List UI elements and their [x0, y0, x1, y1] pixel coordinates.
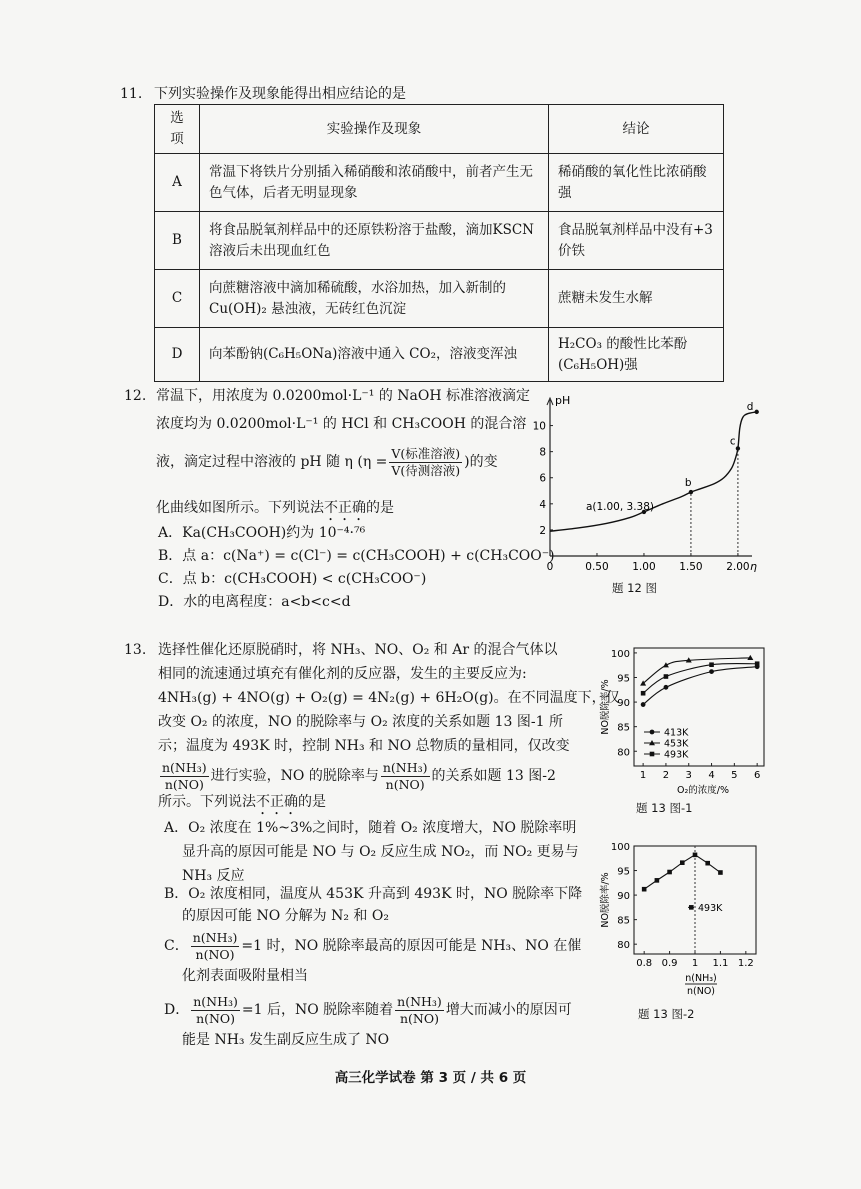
y-tick-label: 10	[532, 420, 546, 433]
q13-line7-post: 的是	[298, 794, 326, 810]
point-label: b	[684, 477, 692, 490]
marker-square	[642, 887, 647, 892]
x-axis-label-denominator: n(NO)	[686, 986, 716, 997]
ratio-denominator: n(NO)	[164, 776, 204, 792]
option-d-prefix: D．	[164, 1002, 190, 1018]
row-option: C	[155, 270, 200, 328]
marker-circle	[650, 730, 655, 735]
marker-circle	[709, 669, 714, 674]
ratio-fraction	[381, 760, 430, 793]
ratio-numerator: n(NH₃)	[193, 993, 238, 1009]
marker-square	[709, 662, 714, 667]
q12-line4	[156, 498, 394, 524]
marker-square	[650, 752, 655, 757]
legend-label: 493K	[698, 902, 723, 914]
q12-option-b: B．点 a：c(Na⁺) = c(Cl⁻) = c(CH₃COOH) + c(CH₃COO⁻)	[158, 548, 555, 564]
ratio-numerator: n(NH₃)	[397, 993, 442, 1009]
marker-square	[680, 860, 685, 865]
x-axis-label: η	[750, 560, 757, 573]
row-operation: 将食品脱氧剂样品中的还原铁粉溶于盐酸，滴加KSCN 溶液后未出现血红色	[200, 212, 549, 270]
marker-square	[641, 691, 646, 696]
q13-line5: 示；温度为 493K 时，控制 NH₃ 和 NO 总物质的量相同，仅改变	[158, 738, 570, 754]
marker-square	[718, 870, 723, 875]
marker-square	[705, 861, 710, 866]
q13-line4: 改变 O₂ 的浓度，NO 的脱除率与 O₂ 浓度的关系如题 13 图-1 所	[158, 714, 563, 730]
q12-line2: 浓度均为 0.0200mol·L⁻¹ 的 HCl 和 CH₃COOH 的混合溶	[156, 416, 527, 432]
y-axis-label: NO脱除率/%	[600, 679, 611, 735]
row-option: D	[155, 328, 200, 382]
table-row	[155, 270, 724, 328]
y-tick-label: 6	[539, 472, 546, 485]
q13-option-a-1: A．O₂ 浓度在 1%~3%之间时，随着 O₂ 浓度增大，NO 脱除率明	[164, 820, 577, 836]
x-axis-label-numerator: n(NH₃)	[685, 973, 717, 984]
ratio-numerator: n(NH₃)	[382, 759, 428, 775]
figure13-2-caption: 题 13 图-2	[638, 1007, 695, 1021]
table-header-option: 选项	[155, 105, 200, 154]
figure13-1-caption: 题 13 图-1	[636, 801, 693, 815]
q13-line6-post: 的关系如题 13 图-2	[431, 768, 556, 784]
marker-square	[664, 674, 669, 679]
q13-option-c-2: 化剂表面吸附量相当	[182, 968, 308, 984]
y-axis-label: NO脱除率/%	[600, 872, 611, 928]
nh3-ratio-chart	[596, 836, 772, 1008]
y-tick-label: 80	[617, 747, 630, 759]
ratio-numerator: n(NH₃)	[192, 929, 238, 945]
x-tick-label: 1.1	[712, 958, 729, 969]
marker-square	[655, 878, 660, 883]
x-tick-label: 0.8	[636, 958, 653, 969]
q12-line3-pre: 液，滴定过程中溶液的 pH 随 η (η =	[156, 454, 388, 470]
option-d-text: 增大而减小的原因可	[445, 1002, 572, 1018]
x-tick-label: 5	[731, 770, 738, 781]
x-tick-label: 1	[691, 958, 699, 969]
y-tick-label: 100	[610, 842, 630, 853]
row-operation: 向蔗糖溶液中滴加稀硫酸，水浴加热，加入新制的Cu(OH)₂ 悬浊液，无砖红色沉淀	[200, 270, 549, 328]
eta-fraction	[389, 446, 462, 479]
y-axis-label: pH	[555, 394, 571, 407]
q12-line4-pre: 化曲线如图所示。下列说法	[156, 500, 324, 516]
marker-square	[755, 661, 760, 666]
q12-line4-post: 的是	[366, 500, 394, 516]
ph-titration-chart	[520, 392, 760, 592]
legend-label: 493K	[664, 749, 689, 761]
y-tick-label: 2	[539, 524, 546, 537]
q13-line6-mid: 进行实验，NO 的脱除率与	[210, 768, 379, 784]
point-d	[754, 410, 758, 414]
page-footer: 高三化学试卷 第 3 页 / 共 6 页	[334, 1070, 527, 1086]
point-label: c	[729, 435, 736, 448]
q13-option-c-1	[164, 926, 581, 966]
ratio-fraction	[191, 994, 240, 1027]
ratio-fraction	[395, 994, 444, 1027]
point-b	[689, 490, 693, 494]
legend-marker	[689, 905, 694, 910]
q13-option-a-2: 显升高的原因可能是 NO 与 O₂ 反应生成 NO₂，而 NO₂ 更易与	[182, 844, 579, 860]
series-413K	[643, 667, 757, 705]
point-label: d	[746, 400, 754, 413]
q13-option-b-1: B．O₂ 浓度相同，温度从 453K 升高到 493K 时，NO 脱除率下降	[164, 886, 583, 902]
row-conclusion: H₂CO₃ 的酸性比苯酚(C₆H₅OH)强	[549, 328, 724, 382]
ratio-numerator: n(NH₃)	[162, 759, 207, 775]
q13-line7-pre: 所示。下列说法	[158, 794, 256, 810]
q11-number: 11.	[120, 86, 143, 102]
row-operation: 常温下将铁片分别插入稀硝酸和浓硝酸中，前者产生无色气体，后者无明显现象	[200, 154, 549, 212]
table-row	[155, 154, 724, 212]
q13-option-d-2: 能是 NH₃ 发生副反应生成了 NO	[182, 1032, 390, 1048]
x-tick-label: 0.9	[661, 958, 678, 969]
x-tick-label: 1.50	[679, 561, 703, 573]
marker-square	[667, 870, 672, 875]
q12-line1: 常温下，用浓度为 0.0200mol·L⁻¹ 的 NaOH 标准溶液滴定	[156, 388, 531, 404]
table-row	[155, 328, 724, 382]
y-tick-label: 95	[617, 866, 630, 878]
q13-line7	[158, 792, 326, 818]
q13-line3: 4NH₃(g) + 4NO(g) + O₂(g) = 4N₂(g) + 6H₂O(g)。在不同温度下，仅	[158, 690, 620, 706]
q13-option-b-2: 的原因可能 NO 分解为 N₂ 和 O₂	[182, 908, 389, 924]
x-tick-label: 3	[685, 770, 692, 781]
row-conclusion: 稀硝酸的氧化性比浓硝酸强	[549, 154, 724, 212]
q12-option-c: C．点 b：c(CH₃COOH) < c(CH₃COO⁻)	[158, 571, 427, 587]
x-tick-label: 2.00	[726, 561, 750, 573]
marker-circle	[664, 685, 669, 690]
y-tick-label: 90	[617, 698, 630, 710]
series-493K	[644, 855, 720, 889]
q13-option-d-1	[164, 990, 572, 1030]
x-tick-label: 0	[546, 561, 554, 573]
y-tick-label: 8	[539, 446, 546, 459]
o2-concentration-chart	[596, 640, 772, 802]
table-header-conclusion: 结论	[549, 105, 724, 154]
table-row	[155, 212, 724, 270]
x-tick-label: 6	[753, 770, 761, 781]
marker-circle	[641, 702, 646, 707]
option-c-prefix: C．	[164, 938, 189, 954]
eta-denominator: V(待测溶液)	[391, 462, 461, 478]
ratio-fraction	[160, 760, 209, 793]
point-c	[736, 446, 740, 450]
y-tick-label: 80	[617, 940, 630, 952]
x-tick-label: 1	[639, 770, 647, 781]
row-option: A	[155, 154, 200, 212]
ratio-denominator: n(NO)	[385, 776, 425, 792]
q12-number: 12.	[124, 388, 147, 404]
point-label: a(1.00, 3.38)	[585, 500, 655, 513]
q13-emphasis: 不正确	[256, 794, 298, 810]
legend-label: 453K	[664, 738, 689, 750]
y-tick-label: 4	[539, 498, 546, 511]
x-tick-label: 0.50	[585, 561, 609, 573]
x-axis-label: O₂的浓度/%	[676, 785, 730, 796]
ph-curve	[550, 412, 757, 531]
marker-triangle	[663, 662, 669, 667]
q13-option-a-3: NH₃ 反应	[182, 868, 245, 884]
q12-emphasis: 不正确	[324, 500, 366, 516]
table-header-operation: 实验操作及现象	[200, 105, 549, 154]
y-tick-label: 95	[617, 673, 630, 685]
q13-line6	[158, 756, 556, 796]
q11-stem: 下列实验操作及现象能得出相应结论的是	[154, 86, 406, 102]
x-tick-label: 2	[662, 770, 670, 781]
ratio-denominator: n(NO)	[399, 1010, 439, 1026]
q12-option-a: A．Ka(CH₃COOH)约为 10⁻⁴·⁷⁶	[158, 525, 366, 541]
marker-square	[693, 853, 698, 858]
row-operation: 向苯酚钠(C₆H₅ONa)溶液中通入 CO₂，溶液变浑浊	[200, 328, 549, 382]
x-tick-label: 1.2	[737, 958, 754, 969]
option-d-mid: =1 后，NO 脱除率随着	[241, 1002, 394, 1018]
option-c-text: =1 时，NO 脱除率最高的原因可能是 NH₃、NO 在催	[241, 938, 582, 954]
row-conclusion: 蔗糖未发生水解	[549, 270, 724, 328]
figure12-caption: 题 12 图	[612, 581, 657, 595]
row-conclusion: 食品脱氧剂样品中没有+3 价铁	[549, 212, 724, 270]
row-option: B	[155, 212, 200, 270]
eta-numerator: V(标准溶液)	[391, 445, 461, 461]
q13-line2: 相同的流速通过填充有催化剂的反应器，发生的主要反应为:	[158, 666, 527, 682]
plot-frame	[634, 648, 764, 766]
q11-table	[154, 104, 724, 382]
q12-line3	[156, 442, 498, 482]
y-tick-label: 90	[617, 891, 630, 903]
x-tick-label: 1.00	[632, 561, 656, 573]
ratio-denominator: n(NO)	[196, 1010, 236, 1026]
q13-line1: 选择性催化还原脱硝时，将 NH₃、NO、O₂ 和 Ar 的混合气体以	[158, 642, 558, 658]
ratio-fraction	[191, 930, 240, 963]
y-tick-label: 100	[610, 648, 630, 660]
q12-line3-post: )的变	[464, 454, 498, 470]
y-tick-label: 85	[617, 915, 630, 927]
x-tick-label: 4	[708, 770, 715, 781]
ratio-denominator: n(NO)	[195, 946, 235, 962]
q13-number: 13.	[124, 642, 147, 658]
legend-label: 413K	[664, 727, 689, 739]
q12-option-d: D．水的电离程度：a<b<c<d	[158, 594, 351, 610]
y-tick-label: 85	[617, 722, 630, 734]
